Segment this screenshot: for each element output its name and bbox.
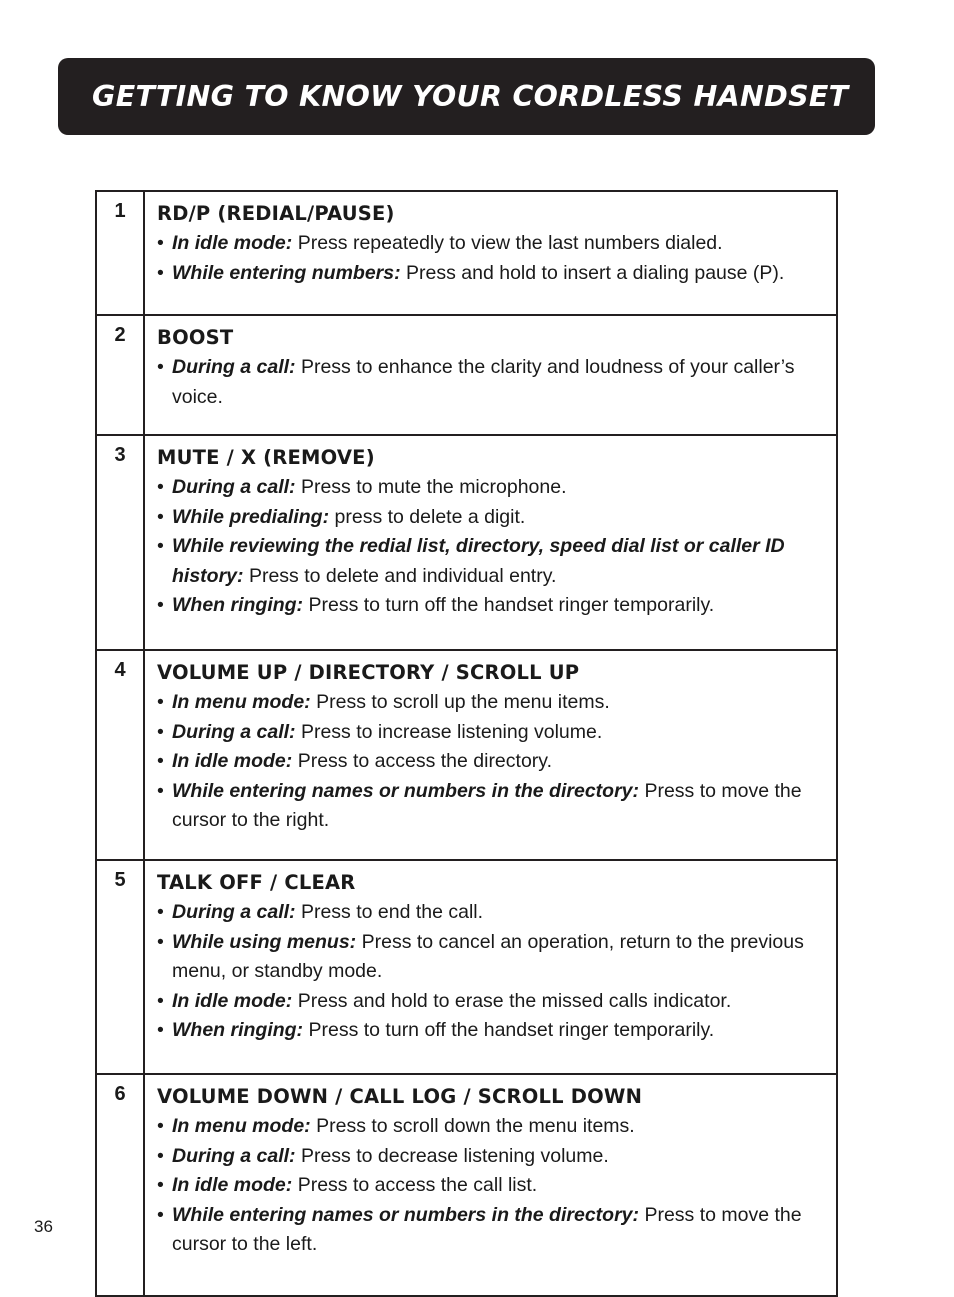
table-row	[96, 315, 837, 435]
item-condition: In idle mode:	[172, 989, 293, 1012]
item-condition: During a call:	[172, 720, 296, 743]
item-text: Press to turn off the handset ringer temporarily.	[308, 594, 715, 617]
item-text: press to delete a digit.	[334, 505, 526, 528]
table-row	[96, 650, 837, 860]
item-condition: During a call:	[172, 356, 296, 378]
item-condition: During a call:	[172, 901, 296, 923]
list-item	[157, 718, 828, 748]
row-number: 2	[96, 315, 144, 435]
item-text: Press to access the call list.	[297, 1174, 538, 1197]
list-item	[157, 1171, 828, 1201]
item-text: Press to enhance the clarity and loudness of your caller’s voice.	[172, 356, 795, 408]
item-text: Press to move the cursor to the left.	[172, 1203, 802, 1256]
item-text: Press to increase listening volume.	[300, 720, 603, 743]
item-condition: While entering names or numbers in the directory:	[172, 1203, 640, 1226]
item-text: Press repeatedly to view the last numbers dialed.	[297, 232, 723, 254]
table-row	[96, 435, 837, 650]
row-number: 1	[96, 191, 144, 315]
item-condition: In menu mode:	[172, 1115, 311, 1137]
item-condition: While entering names or numbers in the directory:	[172, 779, 640, 802]
list-item	[157, 1201, 828, 1260]
item-text: Press to end the call.	[300, 901, 484, 923]
table-row	[96, 860, 837, 1074]
list-item	[157, 1016, 828, 1046]
item-text: Press to access the directory.	[297, 750, 553, 773]
button-title: VOLUME UP / DIRECTORY / SCROLL UP	[157, 661, 580, 684]
item-text: Press to scroll up the menu items.	[316, 691, 610, 713]
item-condition: During a call:	[172, 476, 296, 498]
item-list	[157, 473, 828, 621]
item-text: Press to decrease listening volume.	[300, 1144, 609, 1167]
item-condition: While using menus:	[172, 930, 357, 953]
item-condition: When ringing:	[172, 594, 304, 617]
item-list	[157, 898, 828, 1046]
list-item	[157, 987, 828, 1017]
list-item	[157, 777, 828, 836]
list-item	[157, 532, 828, 591]
row-number: 3	[96, 435, 144, 650]
table-row	[96, 191, 837, 315]
item-condition: During a call:	[172, 1144, 296, 1167]
button-title: TALK OFF / CLEAR	[157, 871, 356, 894]
item-text: Press to delete and individual entry.	[248, 564, 557, 587]
row-content	[144, 1074, 837, 1296]
button-title: RD/P (REDIAL/PAUSE)	[157, 202, 395, 225]
button-title: MUTE / X (REMOVE)	[157, 446, 375, 469]
list-item	[157, 591, 828, 621]
list-item	[157, 503, 828, 533]
list-item	[157, 473, 828, 503]
list-item	[157, 1112, 828, 1142]
row-number: 5	[96, 860, 144, 1074]
item-list	[157, 353, 828, 412]
button-title: VOLUME DOWN / CALL LOG / SCROLL DOWN	[157, 1085, 643, 1108]
item-condition: When ringing:	[172, 1019, 304, 1042]
item-condition: While entering numbers:	[172, 261, 401, 284]
item-text: Press to cancel an operation, return to the previous menu, or standby mode.	[172, 930, 804, 983]
item-list	[157, 688, 828, 836]
table-row	[96, 1074, 837, 1296]
item-text: Press and hold to erase the missed calls indicator.	[297, 989, 732, 1012]
button-reference-table	[95, 190, 838, 1297]
item-text: Press to mute the microphone.	[300, 476, 567, 498]
item-condition: In idle mode:	[172, 232, 293, 254]
list-item	[157, 353, 828, 412]
item-condition: While predialing:	[172, 505, 330, 528]
item-text: Press to move the cursor to the right.	[172, 779, 802, 832]
row-content	[144, 191, 837, 315]
row-number: 6	[96, 1074, 144, 1296]
item-condition: While reviewing the redial list, directory, speed dial list or caller ID history:	[172, 535, 785, 587]
item-list	[157, 229, 828, 288]
list-item	[157, 259, 828, 289]
item-condition: In idle mode:	[172, 750, 293, 773]
item-list	[157, 1112, 828, 1260]
list-item	[157, 898, 828, 928]
item-condition: In menu mode:	[172, 691, 311, 713]
list-item	[157, 928, 828, 987]
row-content	[144, 435, 837, 650]
page-title: GETTING TO KNOW YOUR CORDLESS HANDSET	[92, 80, 849, 113]
section-header	[58, 58, 875, 135]
item-text: Press to scroll down the menu items.	[316, 1115, 635, 1137]
list-item	[157, 229, 828, 259]
row-content	[144, 860, 837, 1074]
list-item	[157, 688, 828, 718]
list-item	[157, 747, 828, 777]
item-text: Press and hold to insert a dialing pause (P).	[406, 261, 785, 284]
row-number: 4	[96, 650, 144, 860]
page-number: 36	[34, 1217, 53, 1236]
list-item	[157, 1142, 828, 1172]
button-title: BOOST	[157, 326, 234, 349]
row-content	[144, 315, 837, 435]
row-content	[144, 650, 837, 860]
item-text: Press to turn off the handset ringer temporarily.	[308, 1019, 715, 1042]
item-condition: In idle mode:	[172, 1174, 293, 1197]
